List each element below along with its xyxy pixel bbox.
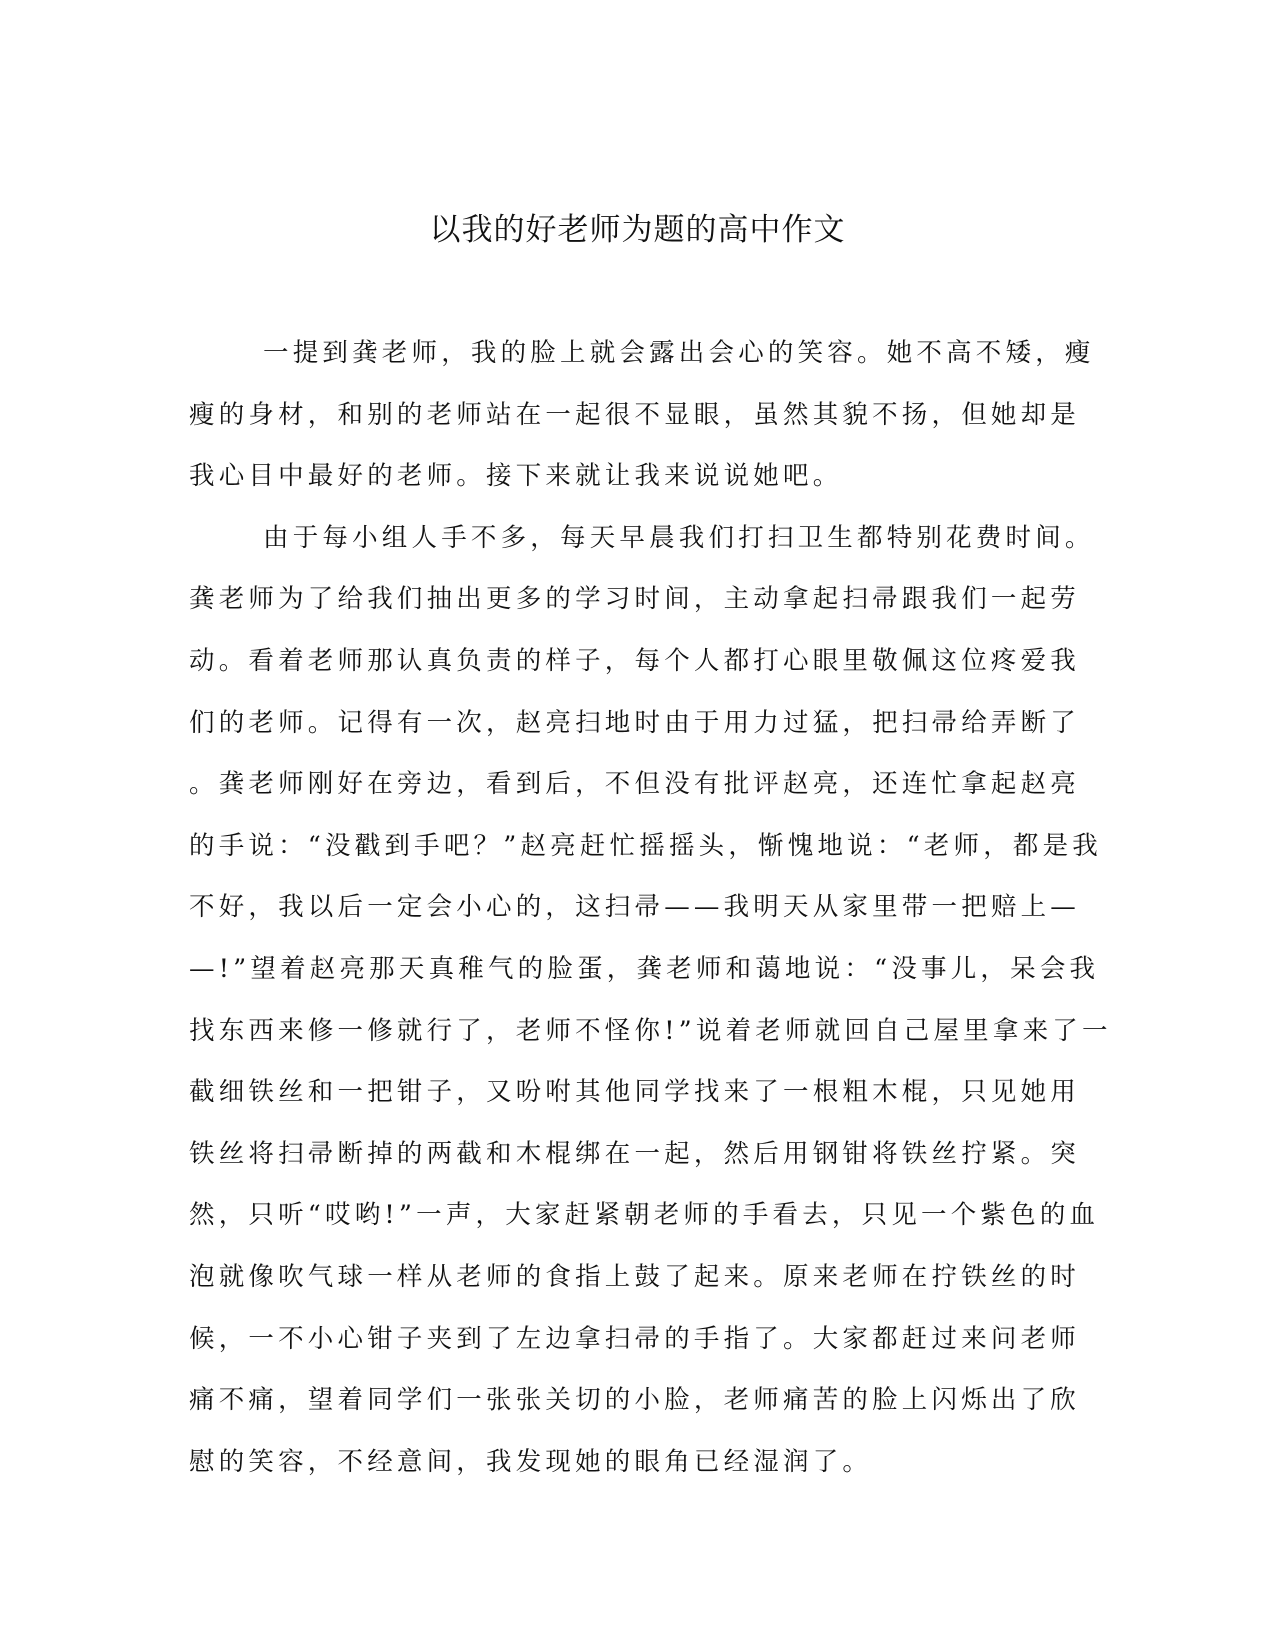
text-line: 由于每小组人手不多，每天早晨我们打扫卫生都特别花费时间。 — [263, 522, 1095, 553]
text-line: 龚老师为了给我们抽出更多的学习时间，主动拿起扫帚跟我们一起劳 — [189, 584, 1081, 615]
text-line: 慰的笑容，不经意间，我发现她的眼角已经湿润了。 — [189, 1446, 873, 1477]
text-line: 痛不痛，望着同学们一张张关切的小脸，老师痛苦的脸上闪烁出了欣 — [189, 1385, 1081, 1416]
text-line: 不好，我以后一定会小心的，这扫帚——我明天从家里带一把赔上— — [189, 892, 1081, 923]
text-line: 泡就像吹气球一样从老师的食指上鼓了起来。原来老师在拧铁丝的时 — [189, 1261, 1081, 1292]
essay-body — [189, 333, 1112, 1503]
text-line: 一提到龚老师，我的脸上就会露出会心的笑容。她不高不矮，瘦 — [263, 338, 1095, 368]
text-line: 的手说：“没戳到手吧？”赵亮赶忙摇摇头，惭愧地说：“老师，都是我 — [189, 830, 1103, 861]
text-line: 找东西来修一修就行了，老师不怪你!”说着老师就回自己屋里拿来了一 — [189, 1015, 1112, 1046]
text-line: 瘦的身材，和别的老师站在一起很不显眼，虽然其貌不扬，但她却是 — [189, 399, 1081, 430]
text-line: —!”望着赵亮那天真稚气的脸蛋，龚老师和蔼地说：“没事儿，呆会我 — [189, 953, 1100, 984]
text-line: 铁丝将扫帚断掉的两截和木棍绑在一起，然后用钢钳将铁丝拧紧。突 — [189, 1138, 1081, 1169]
text-line: 。龚老师刚好在旁边，看到后，不但没有批评赵亮，还连忙拿起赵亮 — [189, 769, 1081, 800]
document-title: 以我的好老师为题的高中作文 — [429, 212, 846, 248]
text-line: 动。看着老师那认真负责的样子，每个人都打心眼里敬佩这位疼爱我 — [189, 645, 1081, 676]
text-line: 截细铁丝和一把钳子，又吩咐其他同学找来了一根粗木棍，只见她用 — [189, 1077, 1081, 1108]
text-line: 们的老师。记得有一次，赵亮扫地时由于用力过猛，把扫帚给弄断了 — [189, 707, 1081, 738]
text-line: 候，一不小心钳子夹到了左边拿扫帚的手指了。大家都赶过来问老师 — [189, 1323, 1081, 1354]
text-line: 然，只听“哎哟!”一声，大家赶紧朝老师的手看去，只见一个紫色的血 — [189, 1200, 1100, 1231]
text-line: 我心目中最好的老师。接下来就让我来说说她吧。 — [189, 461, 843, 492]
